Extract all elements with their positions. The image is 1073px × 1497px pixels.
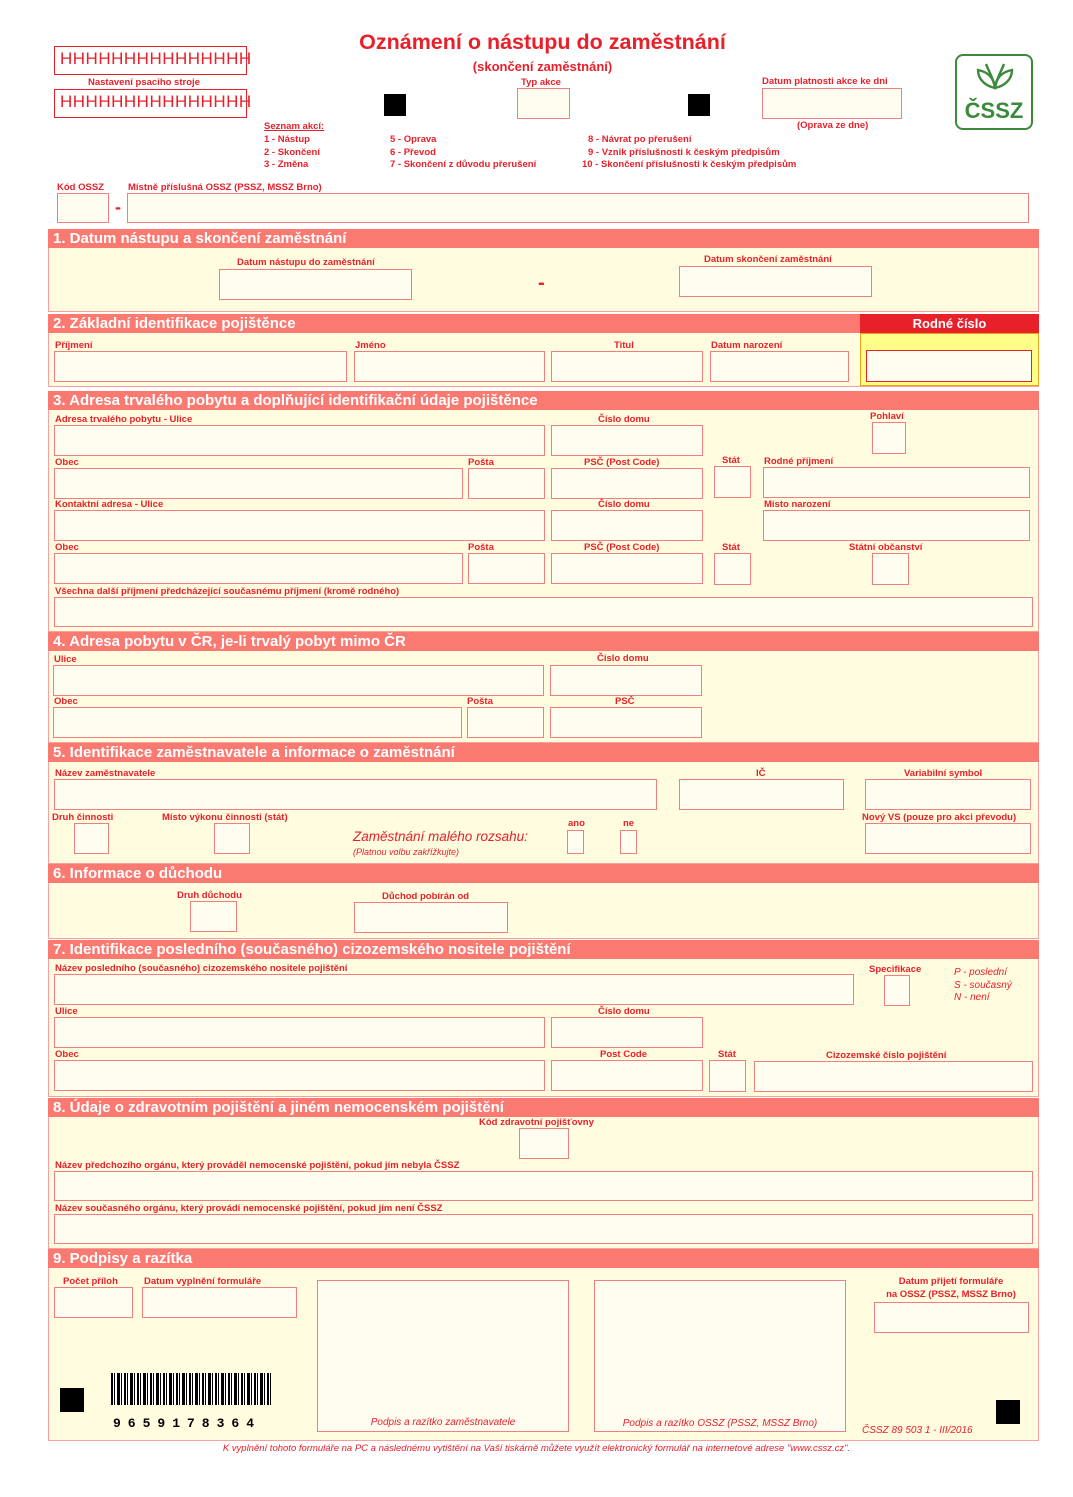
section-8-header: 8. Údaje o zdravotním pojištění a jiném nemocenském pojištění (48, 1098, 1039, 1117)
prijmeni-field[interactable] (54, 351, 347, 382)
datum-skonceni-label: Datum skončení zaměstnání (704, 254, 832, 265)
action-item: 8 - Návrat po přerušení (588, 134, 692, 145)
datum-nastupu-label: Datum nástupu do zaměstnání (237, 257, 375, 268)
rodne-cislo-field[interactable] (866, 350, 1032, 382)
rodne-prijmeni-field[interactable] (763, 467, 1030, 498)
datum-prijeti-field[interactable] (874, 1302, 1029, 1333)
ano-label: ano (568, 818, 585, 829)
vs-label: Variabilní symbol (904, 768, 983, 779)
cislo-domu2-field[interactable] (551, 510, 703, 541)
misto-vykonu-field[interactable] (214, 823, 250, 854)
cizo-nazev-field[interactable] (54, 974, 854, 1005)
s4-obec-field[interactable] (53, 707, 462, 738)
mistne-ossz-field[interactable] (127, 193, 1029, 223)
logo-text: ČSSZ (964, 98, 1024, 123)
s4-posta-label: Pošta (467, 696, 493, 707)
rodne-cislo-header: Rodné číslo (860, 314, 1039, 333)
datum-narozeni-field[interactable] (710, 351, 849, 382)
s7-obec-label: Obec (55, 1049, 79, 1060)
action-item: 5 - Oprava (390, 134, 437, 145)
action-item: 1 - Nástup (264, 134, 310, 145)
cislo-domu2-label: Číslo domu (598, 499, 650, 510)
s4-posta-field[interactable] (467, 707, 544, 738)
cssz-logo (955, 54, 1033, 130)
datum-narozeni-label: Datum narození (711, 340, 783, 351)
s4-ulice-label: Ulice (54, 654, 77, 665)
posta2-field[interactable] (468, 553, 545, 584)
ne-checkbox[interactable] (620, 830, 637, 854)
date-range-dash: - (538, 272, 545, 294)
predchozi-organ-label: Název předchozího orgánu, který prováděl nemocenské pojištění, pokud jím nebyla ČSSZ (55, 1160, 460, 1171)
psc2-label: PSČ (Post Code) (584, 542, 660, 553)
oprava-label: (Oprava ze dne) (797, 120, 869, 131)
kod-pojistovny-label: Kód zdravotní pojišťovny (479, 1117, 594, 1128)
stat-field[interactable] (714, 466, 751, 498)
druh-duchodu-field[interactable] (190, 901, 237, 932)
s7-ulice-label: Ulice (55, 1006, 78, 1017)
datum-prijeti-line2: na OSSZ (PSSZ, MSSZ Brno) (886, 1288, 1016, 1300)
section-7-header: 7. Identifikace posledního (současného) cizozemského nositele pojištění (48, 940, 1039, 959)
podpis-ossz-label: Podpis a razítko OSSZ (PSSZ, MSSZ Brno) (622, 1418, 818, 1429)
ic-label: IČ (756, 768, 766, 779)
posta-field[interactable] (468, 468, 545, 499)
form-code: ČSSZ 89 503 1 - III/2016 (862, 1425, 973, 1436)
footer-note: K vyplnění tohoto formuláře na PC a následnému vytištění na Vaší tiskárně můžete využít elektronický formulář na internetové adrese "www.cssz.cz". (222, 1443, 851, 1454)
s4-psc-field[interactable] (550, 707, 702, 738)
ic-field[interactable] (679, 779, 844, 810)
predchozi-organ-field[interactable] (54, 1171, 1033, 1201)
section-6-header: 6. Informace o důchodu (48, 864, 1039, 883)
kod-ossz-field[interactable] (57, 193, 109, 223)
datum-platnosti-label: Datum platnosti akce ke dni (762, 76, 888, 87)
typewriter-sample-box: HHHHHHHHHHHHHHH (54, 46, 247, 75)
barcode (111, 1373, 271, 1405)
stat2-field[interactable] (714, 553, 751, 585)
novy-vs-label: Nový VS (pouze pro akci převodu) (862, 812, 1017, 823)
s7-stat-label: Stát (718, 1049, 736, 1060)
specifikace-field[interactable] (884, 975, 910, 1006)
typewriter-sample-box-2: HHHHHHHHHHHHHHH (54, 89, 247, 118)
s7-cislo-domu-label: Číslo domu (598, 1006, 650, 1017)
druh-duchodu-label: Druh důchodu (177, 890, 242, 901)
s4-cislo-domu-label: Číslo domu (597, 653, 649, 664)
statni-obcanstvi-label: Státní občanství (849, 542, 923, 553)
titul-field[interactable] (551, 351, 703, 382)
soucasny-organ-label: Název současného orgánu, který provádí nemocenské pojištění, pokud jím není ČSSZ (55, 1203, 443, 1214)
datum-nastupu-field[interactable] (219, 269, 412, 300)
duchod-pobiran-field[interactable] (354, 902, 508, 933)
podpis-ossz-box[interactable] (594, 1280, 846, 1432)
s4-cislo-domu-field[interactable] (550, 665, 702, 696)
s7-cislo-domu-field[interactable] (551, 1017, 703, 1048)
podpis-zamestnavatele-label: Podpis a razítko zaměstnavatele (370, 1417, 516, 1428)
ossz-dash: - (115, 197, 121, 217)
s7-ulice-field[interactable] (54, 1017, 545, 1048)
post-code-field[interactable] (551, 1060, 703, 1091)
cizo-cislo-field[interactable] (754, 1061, 1033, 1092)
action-item: 3 - Změna (264, 159, 309, 170)
jmeno-field[interactable] (354, 351, 545, 382)
datum-prijeti-line1: Datum přijetí formuláře (898, 1276, 1004, 1287)
action-list-col1 (264, 134, 320, 172)
misto-narozeni-label: Místo narození (764, 499, 831, 510)
datum-vyplneni-field[interactable] (142, 1287, 297, 1318)
psc2-field[interactable] (551, 553, 703, 584)
dalsi-prijmeni-field[interactable] (54, 597, 1033, 627)
dalsi-prijmeni-label: Všechna další příjmení předcházející současnému příjmení (kromě rodného) (55, 586, 400, 597)
nazev-zamestnavatele-field[interactable] (54, 779, 657, 810)
kod-ossz-label: Kód OSSZ (57, 182, 104, 193)
registration-mark (996, 1400, 1020, 1424)
datum-platnosti-field[interactable] (762, 88, 902, 119)
typewriter-label: Nastavení psacího stroje (88, 77, 200, 88)
page-title: Oznámení o nástupu do zaměstnání (359, 30, 726, 54)
pohlavi-field[interactable] (872, 422, 906, 454)
druh-cinnosti-label: Druh činnosti (52, 812, 114, 823)
registration-mark (688, 94, 710, 116)
stat-label: Stát (722, 455, 740, 466)
section-9-header: 9. Podpisy a razítka (48, 1249, 1039, 1268)
typ-akce-field[interactable] (517, 88, 570, 119)
cizo-cislo-label: Cizozemské číslo pojištění (826, 1050, 947, 1061)
action-list-col2 (390, 134, 536, 172)
misto-narozeni-field[interactable] (763, 510, 1030, 541)
action-item: 2 - Skončení (264, 146, 320, 158)
ne-label: ne (623, 818, 635, 829)
s4-obec-label: Obec (54, 696, 78, 707)
barcode-number: 9659178364 (113, 1416, 262, 1431)
s4-psc-label: PSČ (615, 696, 635, 707)
maly-rozsah-note: (Platnou volbu zakřížkujte) (353, 847, 460, 857)
section-3-header: 3. Adresa trvalého pobytu a doplňující identifikační údaje pojištěnce (48, 391, 1039, 410)
legend-item: S - současný (954, 979, 1012, 991)
action-list-title: Seznam akcí: (264, 121, 325, 132)
pocet-priloh-field[interactable] (54, 1287, 133, 1318)
statni-obcanstvi-field[interactable] (872, 553, 909, 585)
pohlavi-label: Pohlaví (870, 411, 904, 422)
specifikace-legend (954, 967, 1012, 1005)
action-item: 7 - Skončení z důvodu přerušení (390, 159, 537, 170)
action-item: 6 - Převod (390, 146, 436, 158)
kod-pojistovny-field[interactable] (519, 1128, 569, 1159)
datum-vyplneni-label: Datum vyplnění formuláře (144, 1276, 262, 1287)
datum-prijeti-label (866, 1276, 1036, 1301)
s4-ulice-field[interactable] (53, 665, 544, 696)
registration-mark (60, 1388, 84, 1412)
vs-field[interactable] (865, 779, 1031, 810)
legend-item: N - není (954, 992, 990, 1003)
specifikace-label: Specifikace (869, 964, 922, 975)
nazev-zamestnavatele-label: Název zaměstnavatele (55, 768, 156, 779)
page-subtitle: (skončení zaměstnání) (472, 59, 613, 74)
ano-checkbox[interactable] (567, 830, 584, 854)
section-4-header: 4. Adresa pobytu v ČR, je-li trvalý pobyt mimo ČR (48, 632, 1039, 651)
ulice-label: Adresa trvalého pobytu - Ulice (55, 414, 193, 425)
rodne-prijmeni-label: Rodné příjmení (764, 456, 834, 467)
section-2-header: 2. Základní identifikace pojištěnce (48, 314, 860, 333)
post-code-label: Post Code (600, 1049, 647, 1060)
action-item: 9 - Vznik příslušnosti k českým předpisům (588, 146, 780, 158)
obec2-label: Obec (55, 542, 79, 553)
psc-field[interactable] (551, 468, 703, 499)
section-1-header: 1. Datum nástupu a skončení zaměstnání (48, 229, 1039, 248)
action-list-col3 (582, 134, 796, 172)
novy-vs-field[interactable] (865, 823, 1031, 854)
duchod-pobiran-label: Důchod pobírán od (382, 891, 470, 902)
kontakt-ulice-label: Kontaktní adresa - Ulice (55, 499, 164, 510)
posta2-label: Pošta (468, 542, 494, 553)
obec2-field[interactable] (54, 553, 463, 584)
stat2-label: Stát (722, 542, 740, 553)
leaf-logo-icon (958, 60, 1032, 94)
maly-rozsah-label: Zaměstnání malého rozsahu: (353, 829, 528, 844)
datum-skonceni-field[interactable] (679, 266, 872, 297)
s7-stat-field[interactable] (709, 1060, 746, 1092)
posta-label: Pošta (468, 457, 494, 468)
misto-vykonu-label: Místo výkonu činnosti (stát) (162, 812, 288, 823)
ulice-field[interactable] (54, 425, 545, 456)
soucasny-organ-field[interactable] (54, 1214, 1033, 1244)
cislo-domu-label: Číslo domu (598, 414, 650, 425)
action-item: 10 - Skončení příslušnosti k českým předpisům (582, 159, 797, 170)
druh-cinnosti-field[interactable] (74, 823, 109, 854)
cizo-nazev-label: Název posledního (současného) cizozemského nositele pojištění (55, 963, 348, 974)
s7-obec-field[interactable] (54, 1060, 545, 1091)
prijmeni-label: Příjmení (55, 340, 93, 351)
jmeno-label: Jméno (355, 340, 386, 351)
section-5-header: 5. Identifikace zaměstnavatele a informace o zaměstnání (48, 743, 1039, 762)
registration-mark (384, 94, 406, 116)
kontakt-ulice-field[interactable] (54, 510, 545, 541)
cislo-domu-field[interactable] (551, 425, 703, 456)
legend-item: P - poslední (954, 967, 1007, 978)
obec-label: Obec (55, 457, 79, 468)
typ-akce-label: Typ akce (521, 77, 561, 88)
podpis-zamestnavatele-box[interactable] (317, 1280, 569, 1432)
pocet-priloh-label: Počet příloh (63, 1276, 118, 1287)
psc-label: PSČ (Post Code) (584, 457, 660, 468)
mistne-ossz-label: Místně příslušná OSSZ (PSSZ, MSSZ Brno) (128, 182, 322, 193)
titul-label: Titul (614, 340, 634, 351)
obec-field[interactable] (54, 468, 463, 499)
